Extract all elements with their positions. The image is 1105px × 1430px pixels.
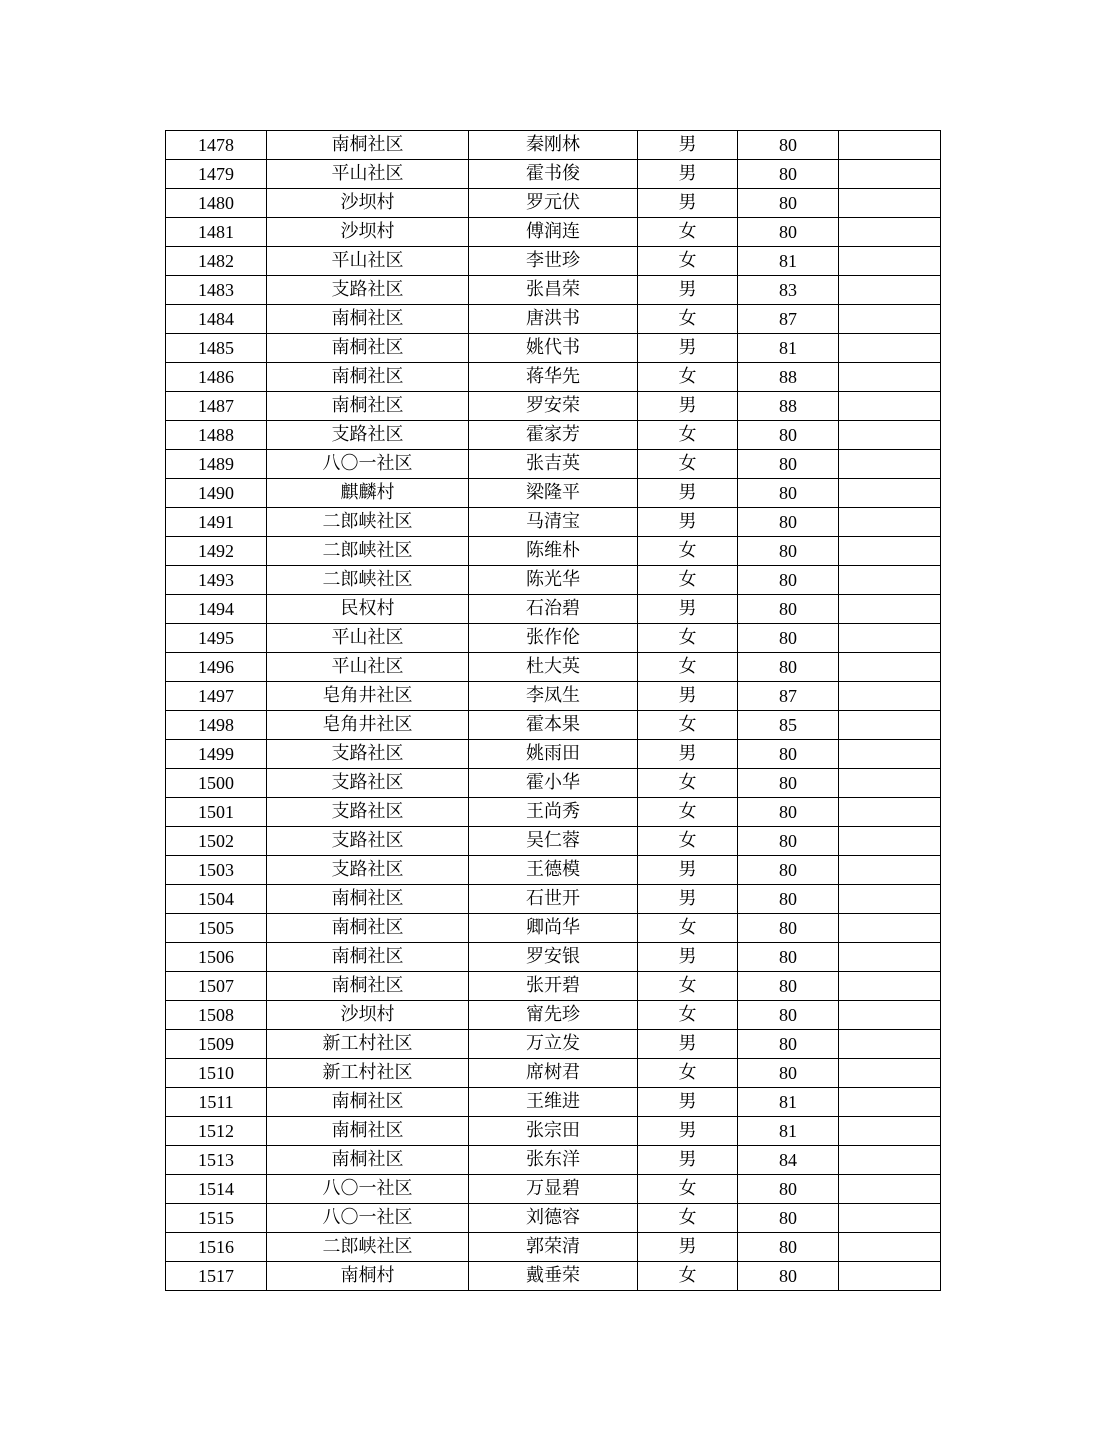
cell-note <box>839 537 941 566</box>
cell-age: 80 <box>738 160 839 189</box>
cell-community: 二郎峡社区 <box>267 537 469 566</box>
cell-serial-number: 1501 <box>166 798 267 827</box>
cell-serial-number: 1513 <box>166 1146 267 1175</box>
cell-community: 南桐社区 <box>267 1146 469 1175</box>
table-row <box>166 943 941 972</box>
cell-note <box>839 856 941 885</box>
cell-note <box>839 914 941 943</box>
cell-person-name: 霍本果 <box>469 711 638 740</box>
cell-note <box>839 131 941 160</box>
cell-person-name: 王维进 <box>469 1088 638 1117</box>
cell-person-name: 王德模 <box>469 856 638 885</box>
cell-person-name: 万显碧 <box>469 1175 638 1204</box>
cell-gender: 男 <box>638 1030 738 1059</box>
cell-age: 80 <box>738 914 839 943</box>
table-row <box>166 276 941 305</box>
cell-gender: 女 <box>638 1059 738 1088</box>
cell-person-name: 戴垂荣 <box>469 1262 638 1291</box>
cell-community: 南桐社区 <box>267 885 469 914</box>
cell-note <box>839 769 941 798</box>
cell-age: 87 <box>738 682 839 711</box>
cell-note <box>839 885 941 914</box>
cell-age: 83 <box>738 276 839 305</box>
cell-serial-number: 1480 <box>166 189 267 218</box>
cell-age: 80 <box>738 972 839 1001</box>
cell-serial-number: 1496 <box>166 653 267 682</box>
cell-person-name: 王尚秀 <box>469 798 638 827</box>
roster-body <box>166 131 941 1291</box>
cell-community: 麒麟村 <box>267 479 469 508</box>
cell-note <box>839 624 941 653</box>
cell-gender: 女 <box>638 450 738 479</box>
cell-note <box>839 682 941 711</box>
cell-community: 民权村 <box>267 595 469 624</box>
cell-serial-number: 1478 <box>166 131 267 160</box>
table-row <box>166 479 941 508</box>
cell-serial-number: 1507 <box>166 972 267 1001</box>
cell-gender: 女 <box>638 247 738 276</box>
table-row <box>166 537 941 566</box>
cell-community: 皂角井社区 <box>267 682 469 711</box>
cell-gender: 男 <box>638 131 738 160</box>
cell-person-name: 霍书俊 <box>469 160 638 189</box>
cell-age: 80 <box>738 885 839 914</box>
table-row <box>166 1001 941 1030</box>
cell-community: 八〇一社区 <box>267 1204 469 1233</box>
table-row <box>166 189 941 218</box>
table-row <box>166 392 941 421</box>
cell-age: 80 <box>738 1233 839 1262</box>
cell-gender: 女 <box>638 798 738 827</box>
cell-person-name: 张吉英 <box>469 450 638 479</box>
cell-community: 二郎峡社区 <box>267 508 469 537</box>
cell-person-name: 李世珍 <box>469 247 638 276</box>
cell-age: 87 <box>738 305 839 334</box>
cell-note <box>839 479 941 508</box>
table-row <box>166 1117 941 1146</box>
cell-note <box>839 218 941 247</box>
cell-community: 南桐社区 <box>267 305 469 334</box>
cell-gender: 女 <box>638 972 738 1001</box>
cell-community: 新工村社区 <box>267 1059 469 1088</box>
cell-community: 新工村社区 <box>267 1030 469 1059</box>
table-row <box>166 305 941 334</box>
cell-gender: 女 <box>638 711 738 740</box>
table-row <box>166 247 941 276</box>
cell-gender: 女 <box>638 624 738 653</box>
cell-age: 80 <box>738 1030 839 1059</box>
cell-age: 80 <box>738 856 839 885</box>
table-row <box>166 1146 941 1175</box>
cell-note <box>839 189 941 218</box>
cell-gender: 男 <box>638 1088 738 1117</box>
cell-serial-number: 1506 <box>166 943 267 972</box>
cell-gender: 女 <box>638 914 738 943</box>
cell-serial-number: 1491 <box>166 508 267 537</box>
cell-gender: 男 <box>638 508 738 537</box>
cell-community: 平山社区 <box>267 653 469 682</box>
cell-serial-number: 1499 <box>166 740 267 769</box>
table-row <box>166 218 941 247</box>
cell-note <box>839 1204 941 1233</box>
cell-note <box>839 1175 941 1204</box>
cell-age: 80 <box>738 131 839 160</box>
cell-person-name: 傅润连 <box>469 218 638 247</box>
cell-age: 80 <box>738 595 839 624</box>
cell-serial-number: 1482 <box>166 247 267 276</box>
cell-age: 80 <box>738 508 839 537</box>
cell-community: 南桐社区 <box>267 914 469 943</box>
cell-gender: 男 <box>638 856 738 885</box>
table-row <box>166 1233 941 1262</box>
cell-note <box>839 247 941 276</box>
cell-gender: 男 <box>638 1117 738 1146</box>
cell-serial-number: 1511 <box>166 1088 267 1117</box>
cell-community: 支路社区 <box>267 276 469 305</box>
cell-person-name: 杜大英 <box>469 653 638 682</box>
roster-table <box>165 130 941 1291</box>
cell-note <box>839 740 941 769</box>
cell-note <box>839 421 941 450</box>
table-row <box>166 1059 941 1088</box>
table-row <box>166 1088 941 1117</box>
cell-note <box>839 595 941 624</box>
cell-age: 80 <box>738 1001 839 1030</box>
cell-community: 皂角井社区 <box>267 711 469 740</box>
cell-note <box>839 305 941 334</box>
cell-serial-number: 1495 <box>166 624 267 653</box>
cell-person-name: 石世开 <box>469 885 638 914</box>
cell-person-name: 吴仁蓉 <box>469 827 638 856</box>
cell-note <box>839 1088 941 1117</box>
table-row <box>166 798 941 827</box>
table-row <box>166 334 941 363</box>
cell-serial-number: 1516 <box>166 1233 267 1262</box>
cell-note <box>839 450 941 479</box>
cell-community: 南桐社区 <box>267 392 469 421</box>
table-row <box>166 1175 941 1204</box>
cell-person-name: 秦刚林 <box>469 131 638 160</box>
cell-community: 平山社区 <box>267 247 469 276</box>
cell-note <box>839 392 941 421</box>
table-row <box>166 972 941 1001</box>
cell-gender: 女 <box>638 653 738 682</box>
cell-age: 88 <box>738 392 839 421</box>
cell-person-name: 陈光华 <box>469 566 638 595</box>
cell-gender: 女 <box>638 421 738 450</box>
cell-person-name: 万立发 <box>469 1030 638 1059</box>
cell-serial-number: 1487 <box>166 392 267 421</box>
cell-community: 二郎峡社区 <box>267 1233 469 1262</box>
cell-age: 81 <box>738 1088 839 1117</box>
cell-serial-number: 1486 <box>166 363 267 392</box>
table-row <box>166 363 941 392</box>
cell-person-name: 姚雨田 <box>469 740 638 769</box>
cell-gender: 女 <box>638 827 738 856</box>
cell-age: 80 <box>738 769 839 798</box>
cell-community: 南桐社区 <box>267 943 469 972</box>
table-row <box>166 740 941 769</box>
cell-person-name: 李凤生 <box>469 682 638 711</box>
table-row <box>166 566 941 595</box>
cell-age: 80 <box>738 798 839 827</box>
cell-age: 80 <box>738 566 839 595</box>
cell-community: 支路社区 <box>267 421 469 450</box>
cell-gender: 男 <box>638 160 738 189</box>
cell-serial-number: 1512 <box>166 1117 267 1146</box>
cell-age: 80 <box>738 653 839 682</box>
cell-person-name: 石治碧 <box>469 595 638 624</box>
cell-age: 80 <box>738 479 839 508</box>
cell-age: 80 <box>738 827 839 856</box>
cell-serial-number: 1503 <box>166 856 267 885</box>
cell-serial-number: 1515 <box>166 1204 267 1233</box>
cell-gender: 女 <box>638 769 738 798</box>
table-row <box>166 682 941 711</box>
cell-serial-number: 1502 <box>166 827 267 856</box>
cell-gender: 女 <box>638 305 738 334</box>
cell-community: 南桐社区 <box>267 972 469 1001</box>
cell-age: 80 <box>738 218 839 247</box>
cell-note <box>839 276 941 305</box>
cell-gender: 男 <box>638 334 738 363</box>
cell-community: 平山社区 <box>267 160 469 189</box>
cell-community: 八〇一社区 <box>267 1175 469 1204</box>
cell-person-name: 蒋华先 <box>469 363 638 392</box>
cell-person-name: 姚代书 <box>469 334 638 363</box>
table-row <box>166 160 941 189</box>
cell-note <box>839 798 941 827</box>
cell-gender: 女 <box>638 566 738 595</box>
table-row <box>166 827 941 856</box>
cell-gender: 女 <box>638 1262 738 1291</box>
cell-community: 支路社区 <box>267 798 469 827</box>
cell-community: 南桐社区 <box>267 334 469 363</box>
cell-note <box>839 1030 941 1059</box>
table-row <box>166 1204 941 1233</box>
table-row <box>166 885 941 914</box>
table-row <box>166 711 941 740</box>
cell-person-name: 梁隆平 <box>469 479 638 508</box>
cell-age: 80 <box>738 624 839 653</box>
cell-person-name: 张作伦 <box>469 624 638 653</box>
cell-note <box>839 1001 941 1030</box>
table-row <box>166 1030 941 1059</box>
cell-person-name: 卿尚华 <box>469 914 638 943</box>
cell-community: 支路社区 <box>267 827 469 856</box>
cell-note <box>839 334 941 363</box>
cell-serial-number: 1489 <box>166 450 267 479</box>
cell-community: 沙坝村 <box>267 189 469 218</box>
cell-age: 81 <box>738 1117 839 1146</box>
cell-note <box>839 1117 941 1146</box>
cell-gender: 男 <box>638 885 738 914</box>
cell-person-name: 张东洋 <box>469 1146 638 1175</box>
cell-community: 支路社区 <box>267 856 469 885</box>
cell-serial-number: 1484 <box>166 305 267 334</box>
cell-person-name: 陈维朴 <box>469 537 638 566</box>
cell-note <box>839 653 941 682</box>
cell-person-name: 罗安银 <box>469 943 638 972</box>
table-row <box>166 131 941 160</box>
cell-note <box>839 972 941 1001</box>
cell-person-name: 霍家芳 <box>469 421 638 450</box>
cell-gender: 男 <box>638 682 738 711</box>
cell-serial-number: 1479 <box>166 160 267 189</box>
cell-note <box>839 566 941 595</box>
cell-community: 八〇一社区 <box>267 450 469 479</box>
cell-person-name: 甯先珍 <box>469 1001 638 1030</box>
cell-age: 80 <box>738 537 839 566</box>
cell-serial-number: 1509 <box>166 1030 267 1059</box>
table-row <box>166 595 941 624</box>
cell-gender: 女 <box>638 1001 738 1030</box>
cell-community: 沙坝村 <box>267 218 469 247</box>
table-row <box>166 624 941 653</box>
cell-note <box>839 943 941 972</box>
cell-community: 支路社区 <box>267 769 469 798</box>
cell-gender: 女 <box>638 218 738 247</box>
table-row <box>166 769 941 798</box>
table-row <box>166 653 941 682</box>
cell-gender: 男 <box>638 276 738 305</box>
cell-gender: 男 <box>638 943 738 972</box>
cell-note <box>839 1146 941 1175</box>
cell-gender: 男 <box>638 479 738 508</box>
cell-community: 南桐社区 <box>267 363 469 392</box>
table-row <box>166 914 941 943</box>
cell-note <box>839 1059 941 1088</box>
cell-gender: 男 <box>638 595 738 624</box>
cell-serial-number: 1492 <box>166 537 267 566</box>
cell-community: 支路社区 <box>267 740 469 769</box>
table-row <box>166 450 941 479</box>
table-row <box>166 421 941 450</box>
cell-age: 81 <box>738 247 839 276</box>
table-row <box>166 508 941 537</box>
cell-age: 80 <box>738 1262 839 1291</box>
cell-serial-number: 1517 <box>166 1262 267 1291</box>
cell-gender: 男 <box>638 740 738 769</box>
cell-serial-number: 1481 <box>166 218 267 247</box>
cell-serial-number: 1500 <box>166 769 267 798</box>
cell-gender: 男 <box>638 189 738 218</box>
cell-age: 80 <box>738 189 839 218</box>
cell-community: 南桐社区 <box>267 1117 469 1146</box>
cell-gender: 女 <box>638 1204 738 1233</box>
cell-community: 二郎峡社区 <box>267 566 469 595</box>
cell-note <box>839 363 941 392</box>
cell-age: 80 <box>738 943 839 972</box>
cell-serial-number: 1494 <box>166 595 267 624</box>
cell-note <box>839 827 941 856</box>
cell-person-name: 席树君 <box>469 1059 638 1088</box>
cell-age: 85 <box>738 711 839 740</box>
cell-age: 80 <box>738 450 839 479</box>
cell-person-name: 郭荣清 <box>469 1233 638 1262</box>
cell-person-name: 罗安荣 <box>469 392 638 421</box>
cell-note <box>839 508 941 537</box>
cell-gender: 男 <box>638 392 738 421</box>
cell-serial-number: 1504 <box>166 885 267 914</box>
cell-serial-number: 1498 <box>166 711 267 740</box>
cell-serial-number: 1483 <box>166 276 267 305</box>
cell-serial-number: 1490 <box>166 479 267 508</box>
cell-age: 80 <box>738 421 839 450</box>
cell-age: 88 <box>738 363 839 392</box>
cell-age: 84 <box>738 1146 839 1175</box>
cell-serial-number: 1505 <box>166 914 267 943</box>
cell-note <box>839 1233 941 1262</box>
cell-gender: 男 <box>638 1233 738 1262</box>
cell-age: 80 <box>738 740 839 769</box>
cell-person-name: 刘德容 <box>469 1204 638 1233</box>
cell-serial-number: 1485 <box>166 334 267 363</box>
table-row <box>166 1262 941 1291</box>
cell-note <box>839 1262 941 1291</box>
cell-person-name: 霍小华 <box>469 769 638 798</box>
cell-age: 80 <box>738 1059 839 1088</box>
cell-note <box>839 160 941 189</box>
cell-person-name: 张开碧 <box>469 972 638 1001</box>
cell-community: 沙坝村 <box>267 1001 469 1030</box>
cell-person-name: 张昌荣 <box>469 276 638 305</box>
cell-gender: 女 <box>638 363 738 392</box>
cell-age: 80 <box>738 1204 839 1233</box>
cell-serial-number: 1510 <box>166 1059 267 1088</box>
cell-serial-number: 1497 <box>166 682 267 711</box>
cell-gender: 女 <box>638 537 738 566</box>
cell-serial-number: 1508 <box>166 1001 267 1030</box>
cell-serial-number: 1488 <box>166 421 267 450</box>
table-row <box>166 856 941 885</box>
cell-community: 南桐村 <box>267 1262 469 1291</box>
cell-serial-number: 1514 <box>166 1175 267 1204</box>
cell-community: 南桐社区 <box>267 131 469 160</box>
cell-person-name: 唐洪书 <box>469 305 638 334</box>
cell-gender: 男 <box>638 1146 738 1175</box>
cell-gender: 女 <box>638 1175 738 1204</box>
cell-person-name: 罗元伏 <box>469 189 638 218</box>
cell-person-name: 张宗田 <box>469 1117 638 1146</box>
cell-age: 81 <box>738 334 839 363</box>
cell-community: 南桐社区 <box>267 1088 469 1117</box>
cell-person-name: 马清宝 <box>469 508 638 537</box>
cell-community: 平山社区 <box>267 624 469 653</box>
cell-note <box>839 711 941 740</box>
cell-age: 80 <box>738 1175 839 1204</box>
cell-serial-number: 1493 <box>166 566 267 595</box>
